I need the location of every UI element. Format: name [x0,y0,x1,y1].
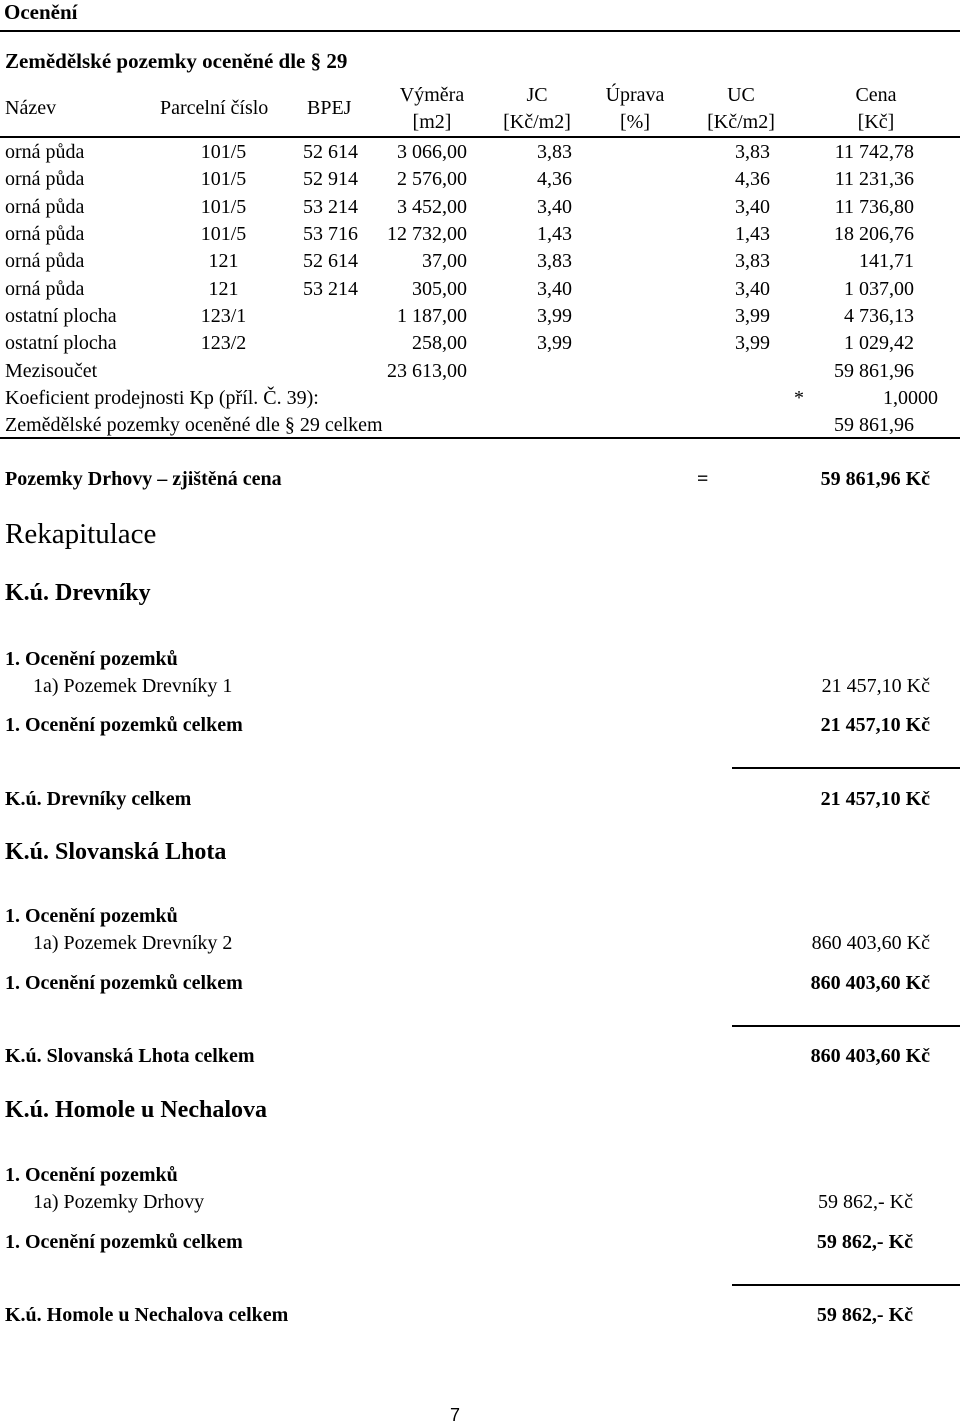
item-value: 59 862,- Kč [818,1191,913,1213]
area-total-value: 59 862,- Kč [816,1304,913,1326]
area-total-rule [732,767,960,769]
header-bpej: BPEJ [307,97,352,119]
row-price: 11 742,78 [834,141,914,163]
header-price-unit: [Kč] [857,111,895,133]
group-total-label: 1. Ocenění pozemků celkem [5,972,243,994]
row-jc: 3,99 [537,305,572,327]
section-title: Ocenění [4,0,78,24]
row-parcel: 123/1 [200,305,247,327]
row-uc: 3,40 [735,196,770,218]
group-title: 1. Ocenění pozemků [5,905,178,927]
subtotal-area: 23 613,00 [387,360,467,382]
group-total-label: 1. Ocenění pozemků celkem [5,1231,243,1253]
row-price: 1 037,00 [844,278,914,300]
header-jc-unit: [Kč/m2] [503,111,571,133]
group-total-value: 59 862,- Kč [816,1231,913,1253]
area-title: K.ú. Slovanská Lhota [5,839,227,865]
row-price: 11 736,80 [834,196,914,218]
row-name: orná půda [5,141,85,163]
row-name: orná půda [5,168,85,190]
recap-title: Rekapitulace [5,518,157,550]
area-total-value: 21 457,10 Kč [820,788,930,810]
row-uc: 3,99 [735,305,770,327]
row-name: ostatní plocha [5,305,117,327]
result-equals: = [697,468,709,490]
area-total-rule [732,1284,960,1286]
row-bpej: 53 214 [303,196,358,218]
row-area: 2 576,00 [397,168,467,190]
area-title: K.ú. Drevníky [5,580,151,606]
row-jc: 3,83 [537,250,572,272]
row-uc: 3,83 [735,141,770,163]
header-uc-unit: [Kč/m2] [707,111,775,133]
header-jc: JC [526,84,548,106]
header-adjustment: Úprava [605,84,665,106]
row-bpej: 52 614 [303,250,358,272]
row-jc: 3,40 [537,196,572,218]
page-number: 7 [449,1405,460,1425]
row-name: orná půda [5,250,85,272]
group-title: 1. Ocenění pozemků [5,648,178,670]
row-area: 12 732,00 [387,223,467,245]
row-parcel: 101/5 [200,141,247,163]
header-price: Cena [855,84,897,106]
row-area: 305,00 [412,278,467,300]
row-uc: 3,40 [735,278,770,300]
header-parcel: Parcelní číslo [160,97,269,119]
header-area-unit: [m2] [412,111,452,133]
area-total-rule [732,1025,960,1027]
row-area: 1 187,00 [397,305,467,327]
row-price: 1 029,42 [844,332,914,354]
total-rule [0,437,960,439]
area-total-label: K.ú. Homole u Nechalova celkem [5,1304,289,1326]
row-jc: 1,43 [537,223,572,245]
total-price: 59 861,96 [834,414,914,436]
item-label: 1a) Pozemek Drevníky 2 [33,932,233,954]
row-name: ostatní plocha [5,332,117,354]
row-jc: 4,36 [537,168,572,190]
header-area: Výměra [399,84,465,106]
row-price: 18 206,76 [834,223,914,245]
result-label: Pozemky Drhovy – zjištěná cena [5,468,282,490]
row-name: orná půda [5,223,85,245]
row-area: 3 066,00 [397,141,467,163]
item-value: 860 403,60 Kč [811,932,930,954]
row-area: 3 452,00 [397,196,467,218]
area-total-label: K.ú. Slovanská Lhota celkem [5,1045,255,1067]
header-name: Název [5,97,57,119]
coefficient-sign: * [794,387,804,409]
row-name: orná půda [5,278,85,300]
row-jc: 3,99 [537,332,572,354]
result-value: 59 861,96 Kč [820,468,930,490]
row-bpej: 52 914 [303,168,358,190]
total-label: Zemědělské pozemky oceněné dle § 29 celkem [5,414,383,436]
row-jc: 3,83 [537,141,572,163]
header-rule [0,136,960,138]
row-uc: 4,36 [735,168,770,190]
item-label: 1a) Pozemky Drhovy [33,1191,205,1213]
coefficient-label: Koeficient prodejnosti Kp (příl. Č. 39): [5,387,319,409]
row-parcel: 101/5 [200,168,247,190]
item-value: 21 457,10 Kč [821,675,930,697]
row-parcel: 121 [208,250,239,272]
coefficient-value: 1,0000 [883,387,938,409]
group-title: 1. Ocenění pozemků [5,1164,178,1186]
row-uc: 3,99 [735,332,770,354]
row-parcel: 101/5 [200,223,247,245]
row-price: 11 231,36 [834,168,914,190]
row-bpej: 53 214 [303,278,358,300]
row-jc: 3,40 [537,278,572,300]
area-title: K.ú. Homole u Nechalova [5,1097,267,1123]
row-bpej: 53 716 [303,223,358,245]
row-area: 37,00 [422,250,467,272]
subtotal-label: Mezisoučet [5,360,98,382]
group-total-label: 1. Ocenění pozemků celkem [5,714,243,736]
row-price: 141,71 [859,250,914,272]
group-total-value: 21 457,10 Kč [820,714,930,736]
area-total-value: 860 403,60 Kč [810,1045,930,1067]
group-total-value: 860 403,60 Kč [810,972,930,994]
row-parcel: 101/5 [200,196,247,218]
row-bpej: 52 614 [303,141,358,163]
row-uc: 3,83 [735,250,770,272]
row-uc: 1,43 [735,223,770,245]
row-area: 258,00 [412,332,467,354]
item-label: 1a) Pozemek Drevníky 1 [33,675,233,697]
area-total-label: K.ú. Drevníky celkem [5,788,192,810]
row-name: orná půda [5,196,85,218]
header-uc: UC [727,84,755,106]
section-rule [0,30,960,32]
row-parcel: 121 [208,278,239,300]
row-parcel: 123/2 [200,332,247,354]
subtotal-price: 59 861,96 [834,360,914,382]
row-price: 4 736,13 [844,305,914,327]
header-adjustment-unit: [%] [620,111,650,133]
subsection-title: Zemědělské pozemky oceněné dle § 29 [5,49,348,73]
